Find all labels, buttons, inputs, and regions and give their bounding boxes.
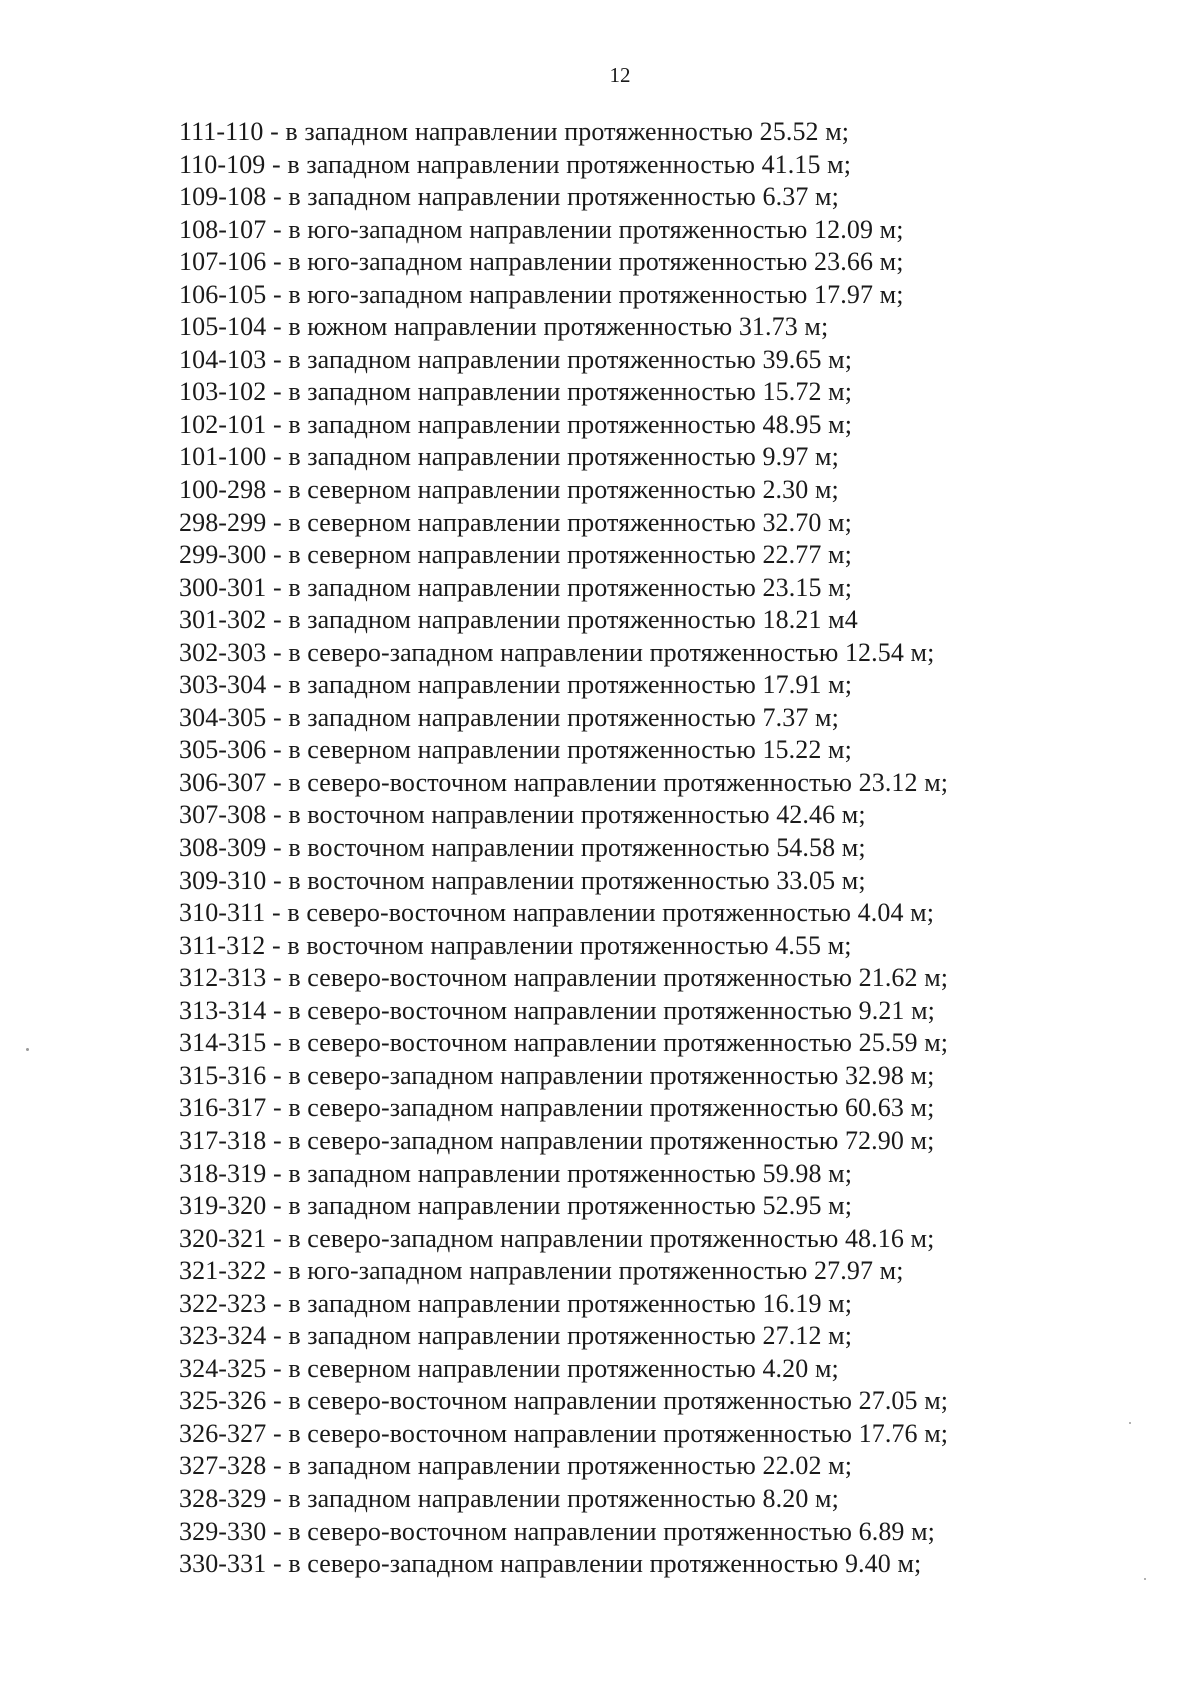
- boundary-segment-line: 314-315 - в северо-восточном направлении протяженностью 25.59 м;: [179, 1028, 949, 1058]
- boundary-segment-line: 306-307 - в северо-восточном направлении протяженностью 23.12 м;: [179, 767, 949, 797]
- boundary-segment-line: 107-106 - в юго-западном направлении протяженностью 23.66 м;: [179, 247, 904, 277]
- boundary-segment-line: 100-298 - в северном направлении протяженностью 2.30 м;: [179, 475, 839, 505]
- boundary-segment-line: 324-325 - в северном направлении протяженностью 4.20 м;: [179, 1353, 839, 1383]
- boundary-segment-line: 330-331 - в северо-западном направлении протяженностью 9.40 м;: [179, 1549, 922, 1579]
- scan-speck: [1129, 1422, 1131, 1424]
- boundary-segment-line: 317-318 - в северо-западном направлении протяженностью 72.90 м;: [179, 1125, 935, 1155]
- boundary-segment-line: 319-320 - в западном направлении протяженностью 52.95 м;: [179, 1191, 853, 1221]
- boundary-segment-line: 328-329 - в западном направлении протяженностью 8.20 м;: [179, 1483, 839, 1513]
- boundary-segment-line: 320-321 - в северо-западном направлении протяженностью 48.16 м;: [179, 1223, 935, 1253]
- boundary-segment-line: 302-303 - в северо-западном направлении протяженностью 12.54 м;: [179, 637, 935, 667]
- boundary-segment-line: 103-102 - в западном направлении протяженностью 15.72 м;: [179, 377, 853, 407]
- boundary-segment-line: 303-304 - в западном направлении протяженностью 17.91 м;: [179, 670, 853, 700]
- boundary-segment-line: 106-105 - в юго-западном направлении протяженностью 17.97 м;: [179, 279, 904, 309]
- boundary-segment-line: 312-313 - в северо-восточном направлении протяженностью 21.62 м;: [179, 963, 949, 993]
- boundary-segment-line: 101-100 - в западном направлении протяженностью 9.97 м;: [179, 442, 839, 472]
- boundary-segment-list: [179, 116, 948, 1581]
- boundary-segment-line: 307-308 - в восточном направлении протяженностью 42.46 м;: [179, 800, 866, 830]
- boundary-segment-line: 329-330 - в северо-восточном направлении протяженностью 6.89 м;: [179, 1516, 935, 1546]
- boundary-segment-line: 313-314 - в северо-восточном направлении протяженностью 9.21 м;: [179, 995, 935, 1025]
- boundary-segment-line: 321-322 - в юго-западном направлении протяженностью 27.97 м;: [179, 1256, 904, 1286]
- boundary-segment-line: 322-323 - в западном направлении протяженностью 16.19 м;: [179, 1288, 853, 1318]
- boundary-segment-line: 316-317 - в северо-западном направлении протяженностью 60.63 м;: [179, 1093, 935, 1123]
- boundary-segment-line: 300-301 - в западном направлении протяженностью 23.15 м;: [179, 572, 853, 602]
- boundary-segment-line: 102-101 - в западном направлении протяженностью 48.95 м;: [179, 409, 853, 439]
- boundary-segment-line: 109-108 - в западном направлении протяженностью 6.37 м;: [179, 182, 839, 212]
- boundary-segment-line: 108-107 - в юго-западном направлении протяженностью 12.09 м;: [179, 214, 904, 244]
- scan-speck: [26, 1048, 29, 1051]
- boundary-segment-line: 323-324 - в западном направлении протяженностью 27.12 м;: [179, 1321, 853, 1351]
- boundary-segment-line: 105-104 - в южном направлении протяженностью 31.73 м;: [179, 312, 829, 342]
- boundary-segment-line: 299-300 - в северном направлении протяженностью 22.77 м;: [179, 540, 852, 570]
- boundary-segment-line: 318-319 - в западном направлении протяженностью 59.98 м;: [179, 1158, 853, 1188]
- boundary-segment-line: 309-310 - в восточном направлении протяженностью 33.05 м;: [179, 865, 866, 895]
- boundary-segment-line: 304-305 - в западном направлении протяженностью 7.37 м;: [179, 702, 839, 732]
- boundary-segment-line: 111-110 - в западном направлении протяженностью 25.52 м;: [179, 117, 850, 146]
- page-number: 12: [609, 63, 631, 87]
- boundary-segment-line: 327-328 - в западном направлении протяженностью 22.02 м;: [179, 1451, 853, 1481]
- boundary-segment-line: 104-103 - в западном направлении протяженностью 39.65 м;: [179, 344, 853, 374]
- boundary-segment-line: 308-309 - в восточном направлении протяженностью 54.58 м;: [179, 833, 866, 863]
- boundary-segment-line: 311-312 - в восточном направлении протяженностью 4.55 м;: [179, 930, 852, 960]
- boundary-segment-line: 315-316 - в северо-западном направлении протяженностью 32.98 м;: [179, 1060, 935, 1090]
- boundary-segment-line: 110-109 - в западном направлении протяженностью 41.15 м;: [179, 149, 852, 179]
- boundary-segment-line: 305-306 - в северном направлении протяженностью 15.22 м;: [179, 735, 852, 765]
- boundary-segment-line: 298-299 - в северном направлении протяженностью 32.70 м;: [179, 507, 852, 537]
- scan-speck: [1144, 1578, 1146, 1580]
- boundary-segment-line: 310-311 - в северо-восточном направлении протяженностью 4.04 м;: [179, 898, 935, 928]
- boundary-segment-line: 325-326 - в северо-восточном направлении протяженностью 27.05 м;: [179, 1386, 949, 1416]
- boundary-segment-line: 301-302 - в западном направлении протяженностью 18.21 м4: [179, 605, 858, 635]
- boundary-segment-line: 326-327 - в северо-восточном направлении протяженностью 17.76 м;: [179, 1418, 949, 1448]
